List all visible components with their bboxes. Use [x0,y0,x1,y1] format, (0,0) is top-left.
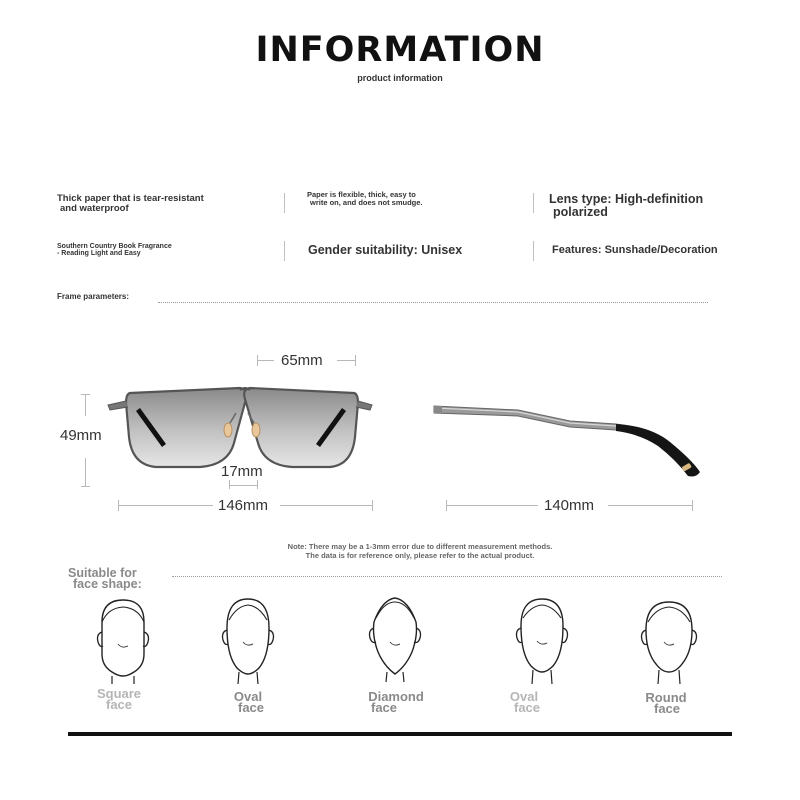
bottom-rule [68,732,732,736]
dim-line [446,505,538,506]
dim-tick [372,500,373,511]
face-label-oval-2: Oval face [509,689,541,716]
dim-line [608,505,692,506]
dim-tick [355,355,356,366]
dim-line [229,485,257,486]
dotted-rule [172,576,722,577]
page-title: INFORMATION [255,30,545,70]
dim-line [280,505,372,506]
spec-gender: Gender suitability: Unisex [308,243,463,257]
frame-parameters-label: Frame parameters: [57,292,130,301]
dim-line [257,360,274,361]
spec-paper-flexibility: Paper is flexible, thick, easy to write on, and does not smudge. [307,190,423,207]
dim-line [337,360,355,361]
glasses-front-view [100,375,380,475]
dim-temple-length: 140mm [544,497,595,514]
face-label-diamond: Diamond face [368,689,424,716]
square-face-icon [88,594,158,684]
spec-features: Features: Sunshade/Decoration [552,244,718,256]
spec-book-fragrance: Southern Country Book Fragrance - Reading Light and Easy [57,243,172,258]
dim-tick [81,486,90,487]
divider [284,241,285,261]
dim-lens-height: 49mm [60,427,102,444]
oval-face-icon [213,594,283,684]
spec-lens-type: Lens type: High-definition polarized [549,192,704,220]
face-shape-heading: Suitable for face shape: [68,566,142,591]
dim-tick [257,480,258,489]
dim-line [118,505,213,506]
divider [533,241,534,261]
dim-frame-width: 146mm [218,497,269,514]
face-label-round: Round face [645,690,687,717]
diamond-face-icon [360,592,430,682]
oval-face-icon [507,594,577,684]
face-label-square: Square face [96,686,142,713]
glasses-side-view [430,398,710,483]
dim-line [85,458,86,486]
dotted-rule [158,302,708,303]
page-subtitle: product information [357,73,443,83]
measurement-note: Note: There may be a 1-3mm error due to different measurement methods. The data is for reference only, please refer to the actual product. [287,542,553,560]
dim-line [85,394,86,416]
spec-paper-durability: Thick paper that is tear-resistant and waterproof [57,193,204,214]
face-label-oval: Oval face [233,689,265,716]
round-face-icon [634,594,704,684]
dim-tick [692,500,693,511]
divider [284,193,285,213]
divider [533,193,534,213]
dim-lens-width: 65mm [281,352,323,369]
dim-bridge: 17mm [221,463,263,480]
